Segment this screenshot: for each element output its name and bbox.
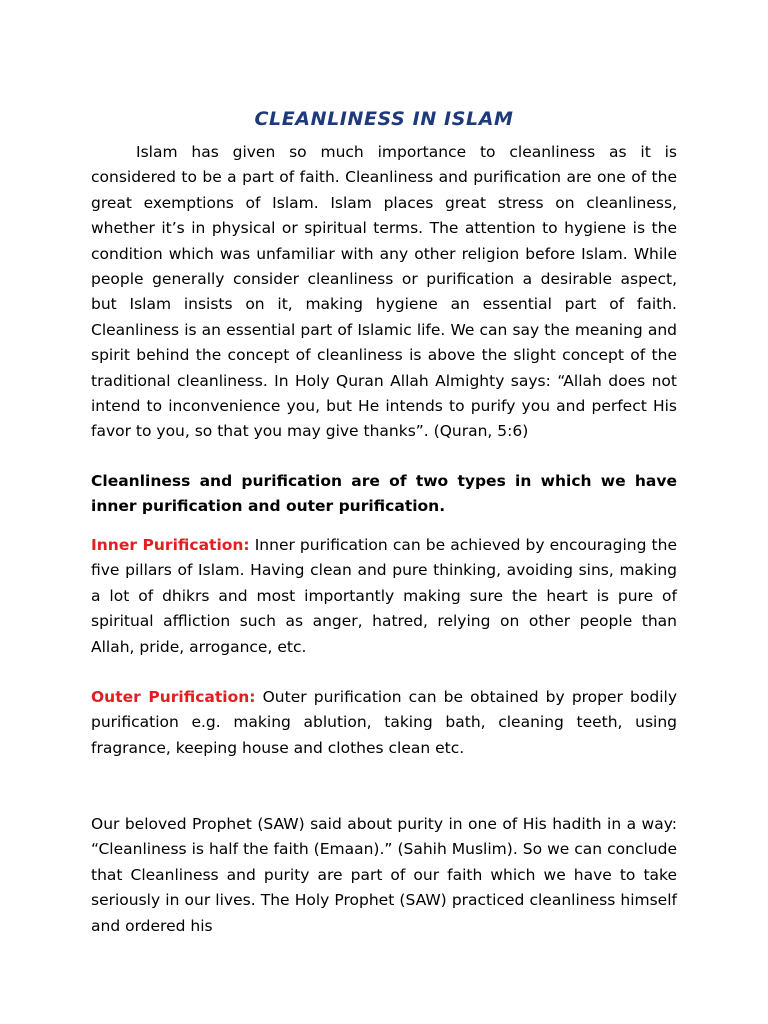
closing-paragraph: Our beloved Prophet (SAW) said about purity in one of His hadith in a way: “Cleanliness is half the faith (Emaan).” (Sahih Muslim). So we can conclude that Cleanliness and purity are part of our faith which we have to take seriously in our lives. The Holy Prophet (SAW) practiced cleanliness himself and ordered his xyxy=(91,815,677,935)
outer-purification-paragraph xyxy=(91,685,677,761)
document-title: CLEANLINESS IN ISLAM xyxy=(254,108,514,130)
inner-purification-label: Inner Purification: xyxy=(91,536,250,554)
inner-purification-paragraph xyxy=(91,533,677,660)
intro-paragraph: Islam has given so much importance to cleanliness as it is considered to be a part of faith. Cleanliness and purification are one of the great exemptions of Islam. Islam places great stress on cleanliness, whether it’s in physical or spiritual terms. The attention to hygiene is the condition which was unfamiliar with any other religion before Islam. While people generally consider cleanliness or purification a desirable aspect, but Islam insists on it, making hygiene an essential part of faith. Cleanliness is an essential part of Islamic life. We can say the meaning and spirit behind the concept of cleanliness is above the slight concept of the traditional cleanliness. In Holy Quran Allah Almighty says: “Allah does not intend to inconvenience you, but He intends to purify you and perfect His favor to you, so that you may give thanks”. (Quran, 5:6) xyxy=(91,143,677,441)
inner-purification-text: Inner purification can be achieved by encouraging the five pillars of Islam. Having clean and pure thinking, avoiding sins, making a lot of dhikrs and most importantly making sure the heart is pure of spiritual affliction such as anger, hatred, relying on other people than Allah, pride, arrogance, etc. xyxy=(91,536,677,656)
outer-purification-text: Outer purification can be obtained by proper bodily purification e.g. making ablution, taking bath, cleaning teeth, using fragrance, keeping house and clothes clean etc. xyxy=(91,688,677,757)
types-statement: Cleanliness and purification are of two types in which we have inner purification and outer purification. xyxy=(91,472,677,516)
outer-purification-label: Outer Purification: xyxy=(91,688,256,706)
